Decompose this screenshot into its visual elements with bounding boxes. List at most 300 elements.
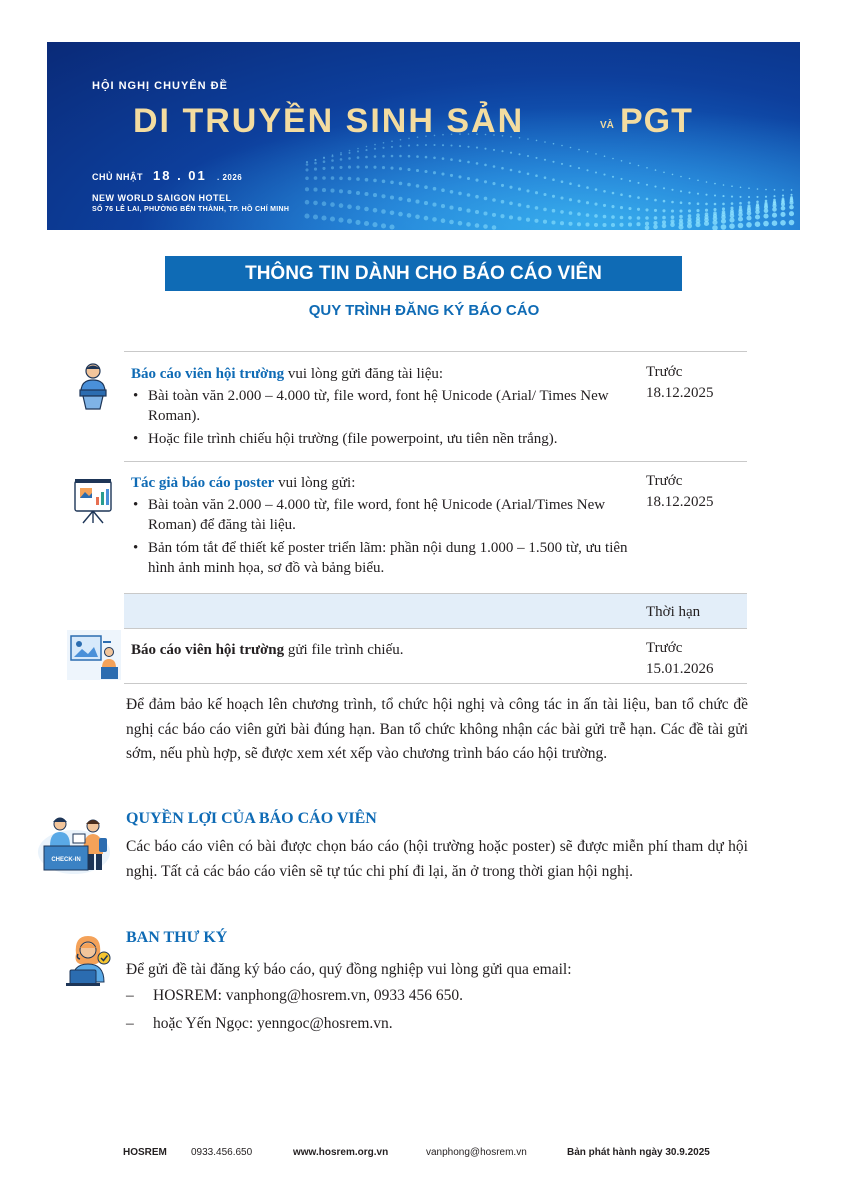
banner-dot	[365, 178, 369, 182]
banner-dot	[714, 203, 717, 206]
banner-dot	[774, 189, 776, 191]
row-intro: gửi file trình chiếu.	[284, 642, 404, 658]
table-row	[131, 364, 641, 452]
banner-dot	[467, 161, 470, 164]
banner-dot	[637, 216, 641, 220]
banner-dot	[570, 147, 572, 149]
banner-dot	[527, 155, 529, 157]
banner-dot	[645, 226, 650, 231]
banner-dot	[595, 153, 597, 155]
banner-dot	[671, 189, 673, 191]
banner-dot	[441, 172, 444, 175]
section-subtitle: QUY TRÌNH ĐĂNG KÝ BÁO CÁO	[308, 302, 540, 319]
banner-dot	[492, 213, 496, 217]
banner-dot	[680, 176, 682, 178]
list-item: • Bài toàn văn 2.000 – 4.000 từ, file word, font hệ Unicode (Arial/Times New Roman) để đăng tài liệu.	[131, 495, 641, 535]
banner-dot	[476, 162, 479, 165]
row-intro: vui lòng gửi đăng tài liệu:	[284, 366, 444, 382]
banner-dot	[544, 159, 546, 161]
banner-dot	[330, 216, 335, 221]
banner-dot	[323, 157, 325, 159]
banner-dot	[484, 148, 486, 150]
banner-dot	[398, 197, 402, 201]
banner-dot	[305, 168, 308, 171]
check-in-label: CHECK-IN	[51, 857, 81, 863]
banner-dot	[636, 222, 640, 226]
banner-dot	[688, 214, 692, 218]
banner-dot	[305, 177, 309, 181]
banner-dot	[492, 198, 496, 202]
banner-dot	[586, 169, 588, 171]
contact-yen-ngoc: hoặc Yến Ngọc: yenngoc@hosrem.vn.	[153, 1015, 393, 1032]
banner-dot	[662, 216, 666, 220]
banner-dot	[578, 184, 581, 187]
banner-dot	[569, 182, 572, 185]
banner-dot	[543, 220, 547, 224]
banner-dot	[705, 209, 708, 212]
banner-dot	[561, 145, 563, 147]
banner-dot	[645, 222, 649, 226]
banner-dot	[355, 220, 360, 225]
banner-dot	[789, 220, 795, 226]
banner-dot	[322, 176, 326, 180]
banner-dot	[459, 145, 461, 147]
banner-dot	[612, 192, 615, 195]
banner-dot	[544, 141, 546, 143]
banner-dot	[756, 201, 759, 204]
banner-dot	[679, 215, 683, 219]
banner-dot	[475, 195, 479, 199]
banner-dot	[330, 202, 335, 207]
banner-dot	[450, 190, 454, 194]
deadline-date: 15.01.2026	[646, 661, 714, 677]
deadline-date: 18.12.2025	[646, 494, 714, 510]
banner-dot	[527, 173, 530, 176]
banner-dot	[535, 174, 538, 177]
banner-dot	[663, 172, 665, 174]
banner-dot	[365, 149, 367, 151]
banner-dot	[671, 201, 674, 204]
banner-dot	[441, 204, 445, 208]
banner-dot	[304, 214, 309, 219]
banner-dot	[347, 204, 352, 209]
banner-dot	[322, 201, 327, 206]
banner-dot	[407, 198, 411, 202]
banner-dot	[611, 223, 615, 227]
banner-dot	[543, 208, 547, 212]
banner-dot	[789, 211, 794, 216]
banner-and: VÀ	[600, 120, 614, 131]
banner-dot	[536, 140, 538, 142]
banner-dot	[348, 152, 350, 154]
banner-dot	[645, 216, 649, 220]
banner-dot	[705, 203, 708, 206]
banner-dot	[654, 216, 658, 220]
banner-dot	[620, 216, 624, 220]
banner-dot	[578, 167, 580, 169]
footer-website[interactable]: www.hosrem.org.vn	[293, 1147, 389, 1158]
banner-dot	[509, 215, 513, 219]
banner-dot	[340, 158, 343, 161]
banner-dot	[611, 215, 615, 219]
banner-dot	[552, 161, 554, 163]
banner-dot	[561, 180, 564, 183]
banner-dot	[678, 225, 683, 230]
banner-dot	[738, 223, 744, 229]
banner-dot	[697, 193, 699, 195]
row-lead: Báo cáo viên hội trường	[131, 366, 285, 382]
banner-dot	[442, 144, 444, 146]
banner-dot	[314, 159, 316, 161]
banner-dot	[543, 193, 546, 196]
banner-dot	[755, 210, 760, 215]
footer-email[interactable]: vanphong@hosrem.vn	[426, 1147, 527, 1158]
banner-dot	[381, 194, 385, 198]
banner-dot	[390, 211, 395, 216]
banner-dot	[604, 155, 606, 157]
banner-dot	[765, 196, 767, 198]
banner-dot	[373, 193, 377, 197]
banner-dot	[389, 224, 394, 229]
banner-dot	[680, 190, 682, 192]
banner-dot	[313, 214, 318, 219]
banner-dot	[612, 176, 614, 178]
banner-dot	[568, 222, 572, 226]
banner-dot	[509, 186, 512, 189]
banner-dot	[654, 186, 656, 188]
banner-dot	[442, 157, 445, 160]
banner-dot	[662, 209, 665, 212]
banner-dot	[356, 177, 360, 181]
row-deadline	[646, 362, 746, 404]
banner-dot	[526, 189, 529, 192]
banner-dot	[586, 186, 589, 189]
banner-dot	[551, 220, 555, 224]
row-deadline	[646, 471, 746, 513]
banner-dot	[484, 164, 487, 167]
banner-dot	[747, 211, 752, 216]
banner-dot	[663, 200, 666, 203]
banner-dot	[331, 159, 334, 162]
banner-dot	[450, 158, 453, 161]
banner-year: . 2026	[217, 173, 243, 182]
banner-pre-title: HỘI NGHỊ CHUYÊN ĐỀ	[92, 80, 228, 92]
banner-dot	[432, 217, 437, 222]
banner-dot	[347, 219, 352, 224]
banner-dot	[484, 197, 488, 201]
banner-dot	[594, 203, 597, 206]
banner-dot	[620, 193, 623, 196]
banner-dot	[331, 176, 335, 180]
banner-dot	[483, 211, 487, 215]
banner-address: SỐ 76 LÊ LAI, PHƯỜNG BẾN THÀNH, TP. HỒ CHÍ MINH	[92, 206, 290, 213]
banner-dot	[722, 195, 724, 197]
banner-dot	[306, 161, 308, 163]
banner-dot	[688, 192, 690, 194]
banner-dot	[780, 220, 786, 226]
banner-dot	[382, 155, 385, 158]
banner-dot	[577, 212, 581, 216]
banner-dot	[416, 169, 419, 172]
banner-dot	[714, 194, 716, 196]
banner-dot	[407, 213, 412, 218]
banner-dot	[738, 216, 743, 221]
banner-dot	[433, 144, 435, 146]
banner-dot	[349, 150, 351, 152]
banner-dot	[338, 218, 343, 223]
banner-dot	[697, 180, 699, 182]
banner-dot	[569, 165, 571, 167]
banner-dot	[347, 190, 351, 194]
banner-venue: NEW WORLD SAIGON HOTEL	[92, 193, 232, 203]
banner-dot	[671, 215, 675, 219]
banner-dot	[527, 138, 529, 140]
banner-dot	[364, 207, 369, 212]
banner-dot	[365, 156, 368, 159]
banner-dot	[467, 193, 471, 197]
banner-dot	[722, 203, 725, 206]
banner-dot	[746, 215, 751, 220]
banner-dot	[475, 210, 479, 214]
banner-dot	[501, 200, 505, 204]
banner-dot	[748, 201, 751, 204]
banner-dot	[339, 177, 343, 181]
banner-dot	[383, 142, 385, 144]
banner-dot	[619, 223, 623, 227]
banner-dot	[628, 223, 632, 227]
banner-dot	[374, 144, 376, 146]
banner-dot	[441, 218, 446, 223]
banner-dot	[348, 177, 352, 181]
banner-dot	[731, 202, 734, 205]
banner-dot	[688, 202, 691, 205]
banner-dot	[772, 220, 778, 226]
list-item: • Bài toàn văn 2.000 – 4.000 từ, file word, font hệ Unicode (Arial/ Times New Roman).	[131, 386, 641, 426]
banner-dot	[314, 176, 318, 180]
banner-dot	[704, 221, 709, 226]
conference-banner	[47, 42, 800, 230]
banner-dot	[620, 206, 623, 209]
contact-line	[126, 1015, 393, 1033]
banner-dot	[484, 180, 487, 183]
banner-dot	[713, 208, 716, 211]
banner-dot	[415, 215, 420, 220]
banner-dot	[356, 206, 361, 211]
banner-dot	[407, 168, 410, 171]
banner-dot	[629, 195, 632, 198]
banner-dot	[688, 209, 691, 212]
banner-dot	[791, 189, 793, 191]
banner-dot	[757, 188, 759, 190]
dash-marker: –	[126, 1015, 134, 1032]
banner-dot	[483, 224, 488, 229]
banner-dot	[772, 213, 777, 218]
banner-dot	[628, 216, 632, 220]
banner-dot	[374, 148, 376, 150]
banner-dot	[780, 212, 785, 217]
banner-dot	[373, 166, 376, 169]
banner-dot	[408, 145, 410, 147]
banner-dot	[374, 155, 377, 158]
banner-dot	[501, 184, 504, 187]
banner-dot	[738, 212, 743, 217]
banner-dot	[611, 205, 614, 208]
banner-dot	[441, 188, 445, 192]
banner-dot	[552, 178, 555, 181]
banner-dot	[323, 160, 326, 163]
banner-dot	[721, 219, 726, 224]
banner-dot	[348, 157, 351, 160]
banner-dot	[723, 184, 725, 186]
banner-dot	[671, 209, 674, 212]
banner-dot	[501, 150, 503, 152]
banner-dot	[672, 174, 674, 176]
banner-dot	[679, 209, 682, 212]
banner-dot	[535, 157, 537, 159]
banner-dot	[637, 182, 639, 184]
banner-dot	[526, 205, 530, 209]
banner-dot	[712, 220, 717, 225]
footer-org: HOSREM	[123, 1147, 167, 1158]
banner-dot	[629, 180, 631, 182]
banner-dot	[331, 155, 333, 157]
banner-dot	[493, 149, 495, 151]
banner-dot	[689, 178, 691, 180]
banner-dot	[432, 203, 436, 207]
banner-dot	[526, 218, 530, 222]
banner-dot	[433, 171, 436, 174]
banner-dot	[458, 221, 463, 226]
banner-dot	[476, 147, 478, 149]
banner-dot	[339, 166, 342, 169]
banner-dot	[695, 222, 700, 227]
banner-dot	[424, 170, 427, 173]
banner-dot	[789, 201, 793, 205]
banner-dot	[553, 143, 555, 145]
banner-dot	[578, 149, 580, 151]
deadline-label: Trước	[646, 473, 683, 489]
benefits-paragraph: Các báo cáo viên có bài được chọn báo cáo (hội trường hoặc poster) sẽ được miễn phí tham dự hội nghị. Tất cả các báo cáo viên sẽ tự túc chi phí đi lại, ăn ở trong thời gian hội nghị.	[126, 838, 748, 880]
banner-dot	[356, 165, 359, 168]
banner-dot	[763, 221, 769, 227]
banner-dot	[748, 196, 750, 198]
banner-dot	[467, 177, 470, 180]
row-intro: vui lòng gửi:	[274, 475, 356, 491]
banner-dot	[731, 196, 733, 198]
row-lead: Báo cáo viên hội trường	[131, 642, 285, 658]
banner-dot	[339, 203, 344, 208]
banner-dot	[407, 183, 411, 187]
banner-dot	[518, 153, 520, 155]
banner-dot	[449, 206, 453, 210]
banner-dot	[637, 196, 640, 199]
banner-dot	[382, 166, 385, 169]
banner-dot	[416, 184, 420, 188]
banner-dot	[772, 207, 777, 212]
banner-dot	[517, 217, 521, 221]
banner-dot	[587, 151, 589, 153]
banner-dot	[425, 156, 428, 159]
intro-paragraph: Để đảm bảo kế hoạch lên chương trình, tổ chức hội nghị và công tác in ấn tài liệu, ban tổ chức đề nghị các báo cáo viên gửi bài đúng hạn. Ban tổ chức không nhận các bài gửi trễ hạn. Các đề tài gửi sớm, nếu phù hợp, sẽ được xem xét xếp vào chương trình báo cáo hội trường.	[126, 696, 748, 762]
banner-dot	[544, 176, 547, 179]
banner-dot	[602, 223, 606, 227]
banner-dot	[424, 185, 428, 189]
banner-dot	[748, 187, 750, 189]
footer-phone: 0933.456.650	[191, 1147, 253, 1158]
banner-dot	[381, 209, 386, 214]
banner-dot	[390, 195, 394, 199]
list-item: • Bản tóm tắt để thiết kế poster triển lãm: phần nội dung 1.000 – 1.500 từ, ưu tiên hình ảnh minh họa, sơ đồ và bảng biểu.	[131, 538, 641, 578]
banner-dot	[366, 146, 368, 148]
banner-dot	[433, 157, 436, 160]
banner-dot	[306, 163, 309, 166]
banner-dot	[534, 219, 538, 223]
banner-dot	[585, 223, 589, 227]
banner-dot	[357, 156, 360, 159]
contact-line	[126, 987, 463, 1005]
banner-dot	[628, 207, 631, 210]
banner-dot	[560, 210, 564, 214]
banner-dot	[357, 148, 359, 150]
table-divider	[124, 683, 747, 684]
banner-dot	[509, 202, 513, 206]
banner-dot	[764, 208, 769, 213]
banner-dot	[518, 188, 521, 191]
banner-dot	[314, 168, 317, 171]
banner-title: DI TRUYỀN SINH SẢN	[133, 102, 525, 140]
banner-dot	[646, 184, 648, 186]
banner-dot	[398, 212, 403, 217]
banner-dot	[399, 182, 403, 186]
banner-dot	[416, 144, 418, 146]
banner-dot	[340, 152, 342, 154]
banner-dot	[357, 150, 359, 152]
banner-dot	[603, 174, 605, 176]
banner-dot	[586, 213, 590, 217]
banner-dot	[510, 152, 512, 154]
banner-dot	[518, 171, 521, 174]
banner-dot	[475, 179, 478, 182]
banner-dot	[790, 194, 792, 196]
banner-dot	[331, 166, 334, 169]
banner-dot	[322, 188, 326, 192]
banner-dot	[653, 225, 658, 230]
contact-hosrem: HOSREM: vanphong@hosrem.vn, 0933 456 650.	[153, 987, 464, 1004]
banner-dot	[706, 181, 708, 183]
banner-dot	[620, 178, 622, 180]
banner-dot	[755, 214, 760, 219]
banner-dot	[781, 206, 786, 211]
banner-dot	[731, 185, 733, 187]
banner-dot	[510, 169, 513, 172]
footer-release-date: Bản phát hành ngày 30.9.2025	[567, 1147, 710, 1158]
banner-dot	[356, 191, 360, 195]
banner-dot	[687, 223, 692, 228]
banner-dot	[654, 199, 657, 202]
banner-dot	[595, 188, 598, 191]
banner-dot	[638, 165, 640, 167]
banner-dot	[586, 201, 589, 204]
banner-dot	[305, 200, 310, 205]
banner-dot	[382, 147, 384, 149]
banner-dot	[424, 201, 428, 205]
banner-dot	[399, 145, 401, 147]
banner-dot	[459, 159, 462, 162]
banner-dot	[603, 204, 606, 207]
banner-dot	[372, 222, 377, 227]
banner-dot	[595, 171, 597, 173]
banner-dot	[561, 163, 563, 165]
